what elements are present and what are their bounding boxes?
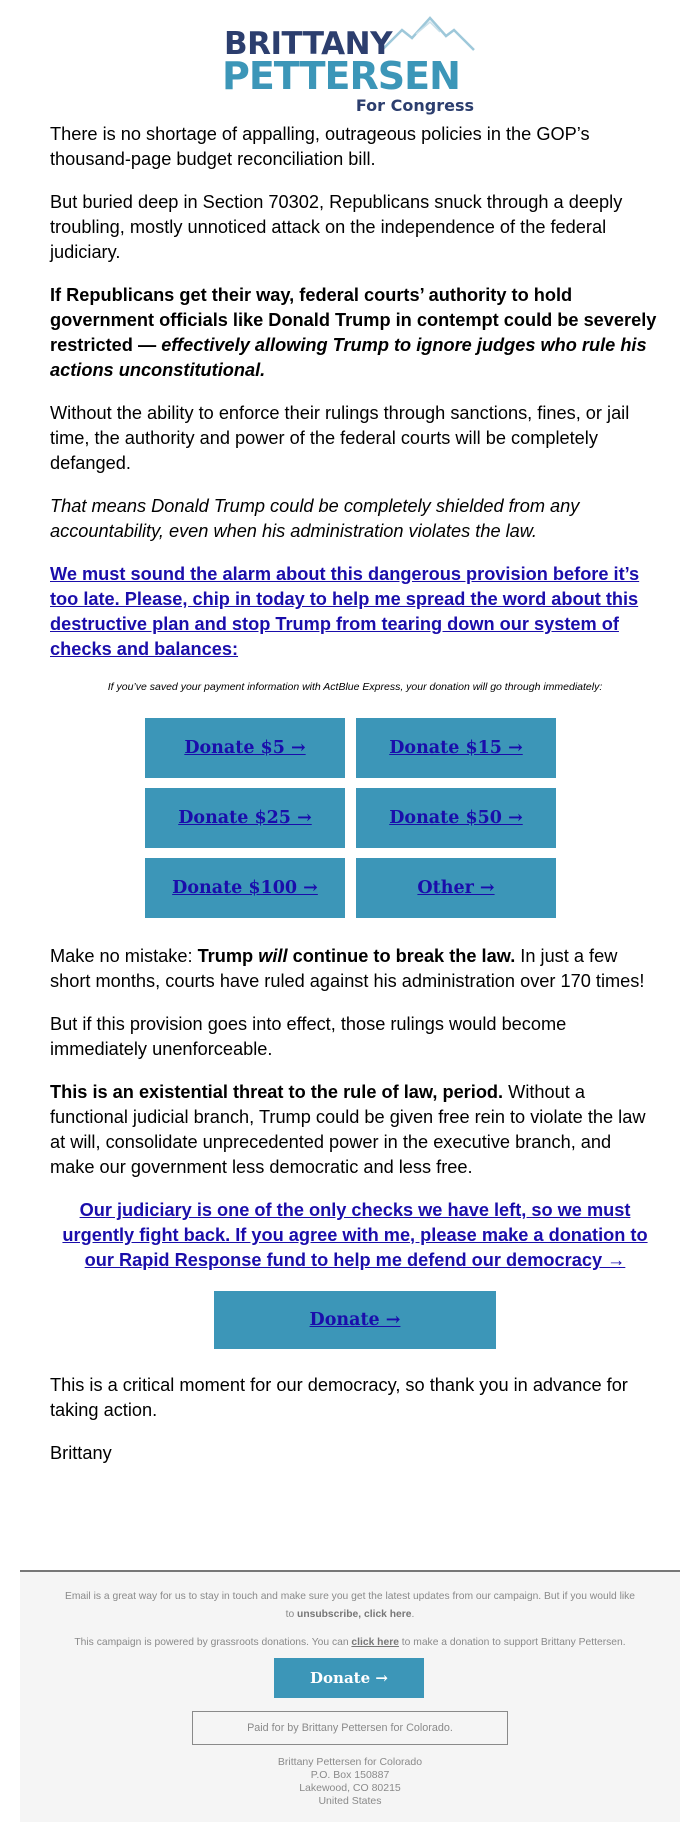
signature: Brittany [50,1443,112,1463]
paragraph-6 [50,944,660,994]
mailing-address [20,1756,680,1808]
footer-text-1: Email is a great way for us to stay in touch and make sure you get the latest updates from our campaign. But if you would like to [64,1591,636,1620]
paragraph-2: But buried deep in Section 70302, Republicans snuck through a deeply troubling, mostly unnoticed attack on the independence of the federal judiciary. [50,192,623,262]
logo-first-name: BRITTANY [224,26,393,62]
address-line: United States [318,1795,382,1807]
unsubscribe-link[interactable]: unsubscribe, click here [297,1609,412,1620]
address-line: Lakewood, CO 80215 [299,1782,401,1794]
email-footer [20,1570,680,1822]
paragraph-6-will: will [258,946,288,966]
paragraph-6-lead: Make no mistake: [50,946,198,966]
paragraph-8-bold: This is an existential threat to the rule of law, period. [50,1082,504,1102]
donate-other-button[interactable]: Other → [356,858,556,918]
footer-text-1-end: . [411,1609,415,1620]
paragraph-6-bold-end: continue to break the law. [287,946,516,966]
paragraph-6-bold: Trump [197,946,259,966]
logo-tagline: For Congress [355,96,474,115]
logo-last-name: PETTERSEN [222,54,460,98]
paid-for-disclaimer: Paid for by Brittany Pettersen for Colorado. [192,1711,508,1745]
paragraph-3-bold: If Republicans get their way, federal courts’ authority to hold government officials like Donald Trump in contempt could be severely restricted — [50,285,657,355]
donate-link-2[interactable]: Our judiciary is one of the only checks we have left, so we must urgently fight back. If you agree with me, please make a donation to our Rapid Response fund to help me defend our democracy → [62,1200,648,1270]
donate-button-grid [145,718,565,918]
paragraph-9: This is a critical moment for our democracy, so thank you in advance for taking action. [50,1375,628,1420]
paragraph-8-rest: Without a functional judicial branch, Trump could be given free rein to violate the law at will, consolidate unprecedented power in the executive branch, and make our government less democratic and less free. [50,1082,646,1177]
donate-link-1[interactable]: We must sound the alarm about this dangerous provision before it’s too late. Please, chip in today to help me spread the word about this destructive plan and stop Trump from tearing down our system of checks and balances: [50,564,640,659]
address-line: P.O. Box 150887 [310,1769,390,1781]
paragraph-1: There is no shortage of appalling, outrageous policies in the GOP’s thousand-page budget reconciliation bill. [50,124,590,169]
footer-grassroots [40,1634,660,1652]
donate-25-button[interactable]: Donate $25 → [145,788,345,848]
footer-click-here-link[interactable]: click here [351,1637,399,1648]
footer-donate-button[interactable]: Donate → [274,1658,424,1698]
paragraph-7: But if this provision goes into effect, those rulings would become immediately unenforceable. [50,1014,567,1059]
footer-text-2-end: to make a donation to support Brittany Pettersen. [398,1637,626,1648]
donate-100-button[interactable]: Donate $100 → [145,858,345,918]
paragraph-8 [50,1080,660,1180]
paragraph-4: Without the ability to enforce their rulings through sanctions, fines, or jail time, the authority and power of the federal courts will be completely defanged. [50,403,630,473]
footer-stay-in-touch [60,1588,640,1624]
donate-main-button[interactable]: Donate → [214,1291,496,1349]
paragraph-3-italic: effectively allowing Trump to ignore judges who rule his actions unconstitutional. [50,335,647,380]
mountain-icon [380,16,476,54]
actblue-note: If you’ve saved your payment information with ActBlue Express, your donation will go through immediately: [107,681,603,693]
donate-5-button[interactable]: Donate $5 → [145,718,345,778]
donate-15-button[interactable]: Donate $15 → [356,718,556,778]
address-line: Brittany Pettersen for Colorado [277,1756,423,1768]
paragraph-3 [50,283,660,383]
donate-50-button[interactable]: Donate $50 → [356,788,556,848]
campaign-logo [218,16,480,115]
paragraph-6-rest: In just a few short months, courts have ruled against his administration over 170 times! [50,946,645,991]
footer-text-2: This campaign is powered by grassroots donations. You can [74,1637,352,1648]
paragraph-5: That means Donald Trump could be completely shielded from any accountability, even when his administration violates the law. [50,496,580,541]
email-body [50,122,660,1484]
